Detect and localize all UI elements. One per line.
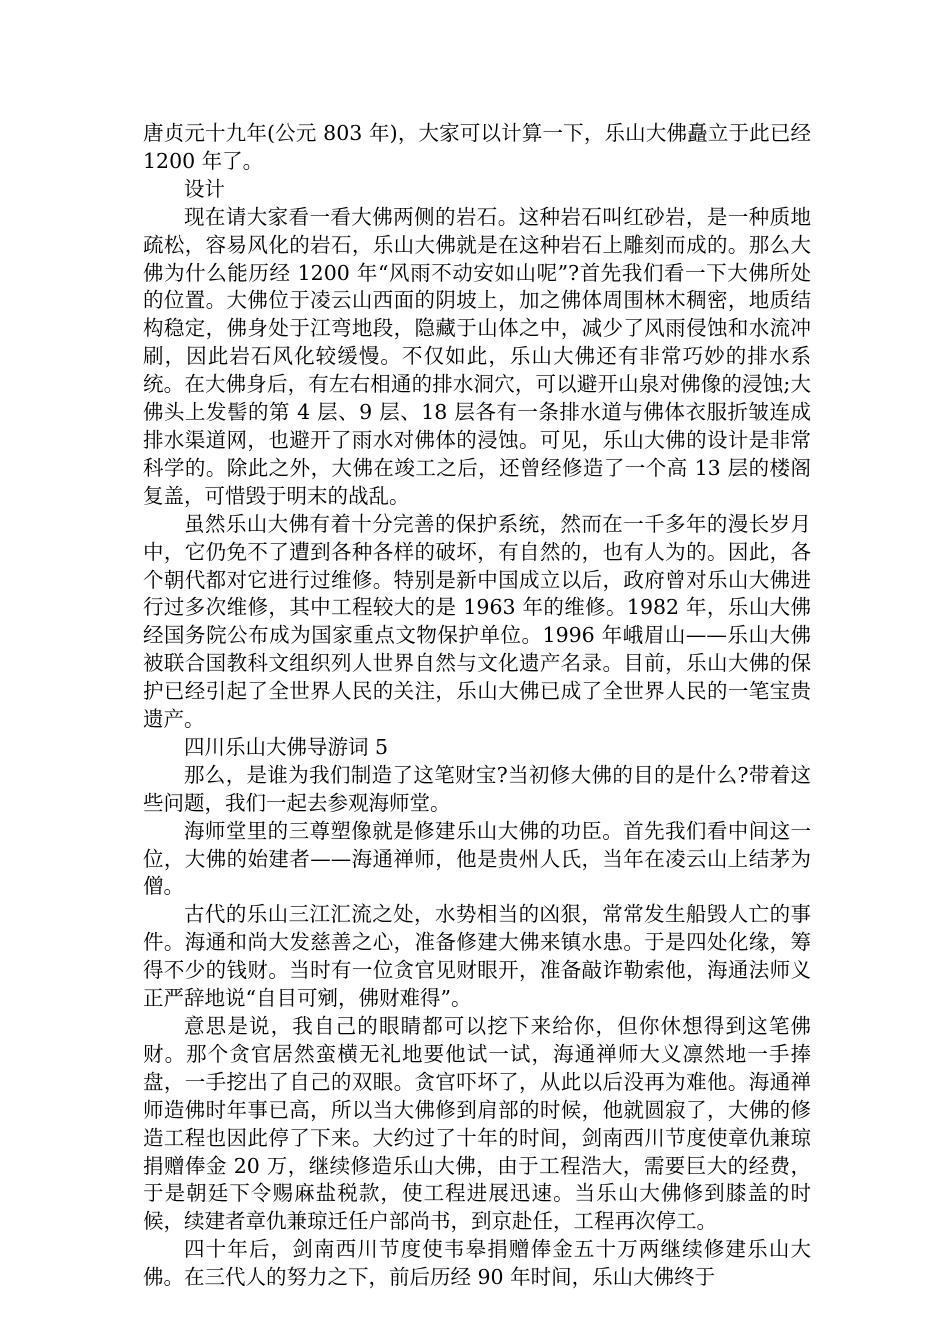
paragraph-6: 那么，是谁为我们制造了这笔财宝?当初修大佛的目的是什么?带着这些问题，我们一起去参观海师堂。	[143, 762, 811, 815]
paragraph-10: 四十年后，剑南西川节度使韦皋捐赠俸金五十万两继续修建乐山大佛。在三代人的努力之下，前后历经 90 年时间，乐山大佛终于	[143, 1237, 811, 1290]
section-heading-guide-5: 四川乐山大佛导游词 5	[184, 734, 389, 759]
paragraph-1: 唐贞元十九年(公元 803 年)，大家可以计算一下，乐山大佛矗立于此已经 1200 年了。	[143, 121, 811, 173]
paragraph-9: 意思是说，我自己的眼睛都可以挖下来给你，但你休想得到这笔佛财。那个贪官居然蛮横无礼地要他试一试，海通禅师大义凛然地一手捧盘，一手挖出了自己的双眼。贪官吓坏了，从此以后没再为难他。海通禅师造佛时年事已高，所以当大佛修到肩部的时候，他就圆寂了，大佛的修造工程也因此停了下来。大约过了十年的时间，剑南西川节度使章仇兼琼捐赠俸金 20 万，继续修造乐山大佛，由于工程浩大，需要巨大的经费，于是朝廷下令赐麻盐税款，使工程进展迅速。当乐山大佛修到膝盖的时候，续建者章仇兼琼迁任户部尚书，到京赴任，工程再次停工。	[143, 1014, 811, 1234]
document-page	[143, 120, 811, 1292]
paragraph-7: 海师堂里的三尊塑像就是修建乐山大佛的功臣。首先我们看中间这一位，大佛的始建者——海通禅师，他是贵州人氏，当年在凌云山上结茅为僧。	[143, 818, 811, 899]
paragraph-8: 古代的乐山三江汇流之处，水势相当的凶狠，常常发生船毁人亡的事件。海通和尚大发慈善之心，准备修建大佛来镇水患。于是四处化缘，筹得不少的钱财。当时有一位贪官见财眼开，准备敲诈勒索他，海通法师义正严辞地说“自目可剜，佛财难得”。	[143, 902, 811, 1011]
section-heading-design: 设计	[184, 176, 225, 201]
paragraph-4: 虽然乐山大佛有着十分完善的保护系统，然而在一千多年的漫长岁月中，它仍免不了遭到各种各样的破坏，有自然的，也有人为的。因此，各个朝代都对它进行过维修。特别是新中国成立以后，政府曾对乐山大佛进行过多次维修，其中工程较大的是 1963 年的维修。1982 年，乐山大佛经国务院公布成为国家重点文物保护单位。1996 年峨眉山——乐山大佛被联合国教科文组织列人世界自然与文化遗产名录。目前，乐山大佛的保护已经引起了全世界人民的关注，乐山大佛已成了全世界人民的一笔宝贵遗产。	[143, 511, 811, 732]
paragraph-3: 现在请大家看一看大佛两侧的岩石。这种岩石叫红砂岩，是一种质地疏松，容易风化的岩石，乐山大佛就是在这种岩石上雕刻而成的。那么大佛为什么能历经 1200 年“风雨不动安如山呢”?首先我们看一下大佛所处的位置。大佛位于凌云山西面的阴坡上，加之佛体周围林木稠密，地质结构稳定，佛身处于江弯地段，隐藏于山体之中，减少了风雨侵蚀和水流冲刷，因此岩石风化较缓慢。不仅如此，乐山大佛还有非常巧妙的排水系统。在大佛身后，有左右相通的排水洞穴，可以避开山泉对佛像的浸蚀;大佛头上发髻的第 4 层、9 层、18 层各有一条排水道与佛体衣服折皱连成排水渠道网，也避开了雨水对佛体的浸蚀。可见，乐山大佛的设计是非常科学的。除此之外，大佛在竣工之后，还曾经修造了一个高 13 层的楼阁复盖，可惜毁于明末的战乱。	[143, 204, 811, 508]
